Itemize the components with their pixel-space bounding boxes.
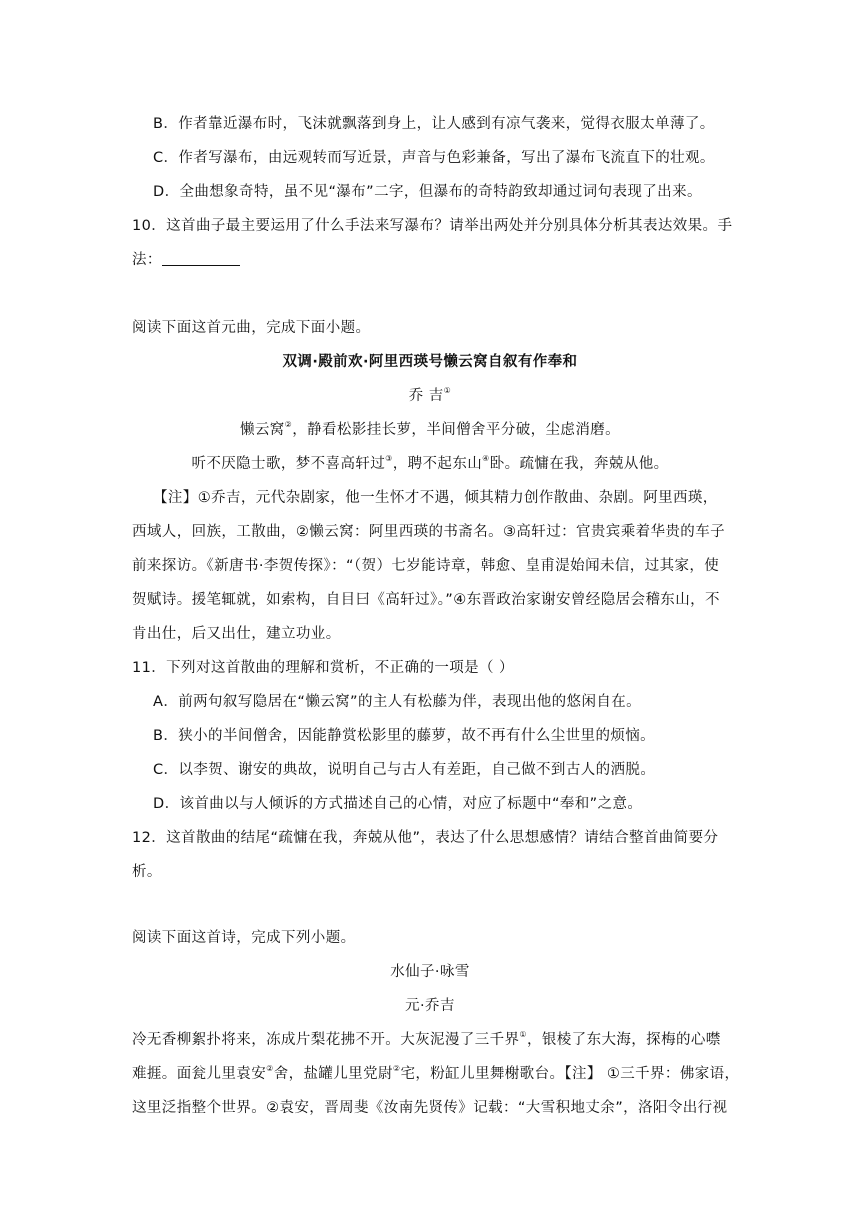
q11-option-b: B．狭小的半间僧舍，因能静赏松影里的藤萝，故不再有什么尘世里的烦恼。 (153, 728, 656, 744)
q12-stem-line1: 12．这首散曲的结尾“疏慵在我，奔兢从他”，表达了什么思想感情？请结合整首曲简要分 (132, 830, 719, 846)
verse2-part-c: 卧。疏慵在我，奔兢从他。 (489, 456, 669, 472)
section3-intro: 阅读下面这首诗，完成下列小题。 (132, 930, 356, 946)
poem3-line1-part-a: 冷无香柳絮扑将来，冻成片梨花拂不开。大灰泥漫了三千界 (132, 1032, 520, 1048)
q11-option-a: A．前两句叙写隐居在“懒云窝”的主人有松藤为伴，表现出他的悠闲自在。 (153, 694, 642, 710)
poem2-author (0, 384, 860, 405)
poem3-author: 元·乔吉 (405, 998, 455, 1014)
q9-option-d: D．全曲想象奇特，虽不见“瀑布”二字，但瀑布的奇特韵致却通过词句表现了出来。 (153, 184, 702, 200)
note-marker-2: ② (284, 420, 293, 429)
poem2-note-line: 贺赋诗。援笔辄就，如索构，自目曰《高轩过》。”④东晋政治家谢安曾经隐居会稽东山，不 (132, 592, 720, 608)
poem3-line-2 (132, 1062, 739, 1083)
section2-intro: 阅读下面这首元曲，完成下面小题。 (132, 320, 371, 336)
poem2-note-line: 肯出仕，后又出仕，建立功业。 (132, 626, 341, 642)
q10-stem-line1: 10．这首曲子最主要运用了什么手法来写瀑布？请举出两处并分别具体分析其表达效果。手 (132, 218, 733, 234)
note-marker-2: ② (266, 1064, 274, 1073)
verse1-part-a: 懒云窝 (239, 422, 285, 438)
poem3-line2-part-c: 宅，粉缸儿里舞榭歌台。【注】 ①三千界：佛家语， (400, 1066, 740, 1082)
q12-stem-line2: 析。 (132, 864, 162, 880)
q9-option-b: B．作者靠近瀑布时，飞沫就飘落到身上，让人感到有凉气袭来，觉得衣服太单薄了。 (153, 116, 715, 132)
poem3-line1-part-b: ，银棱了东大海，探梅的心噤 (526, 1032, 721, 1048)
poem3-line-1 (132, 1028, 721, 1049)
poem2-note-line: 【注】①乔吉，元代杂剧家，他一生怀才不遇，倾其精力创作散曲、杂剧。阿里西瑛， (153, 490, 718, 506)
q10-stem-line2 (132, 248, 240, 269)
note-marker-4: ④ (482, 454, 490, 463)
poem2-verse-1 (0, 418, 860, 439)
note-marker-3: ③ (385, 454, 393, 463)
poem3-line-3: 这里泛指整个世界。②袁安，晋周斐《汝南先贤传》记载：“大雪积地丈余”，洛阳令出行视 (132, 1100, 728, 1116)
q9-option-c: C．作者写瀑布，由远观转而写近景，声音与色彩兼备，写出了瀑布飞流直下的壮观。 (153, 150, 715, 166)
q11-stem: 11．下列对这首散曲的理解和赏析，不正确的一项是（ ） (132, 660, 514, 676)
q11-option-c: C．以李贺、谢安的典故，说明自己与古人有差距，自己做不到古人的洒脱。 (153, 762, 656, 778)
note-marker-2: ② (392, 1064, 401, 1073)
poem3-line2-part-b: 舍，盐罐儿里党尉 (273, 1066, 393, 1082)
q11-option-d: D．该首曲以与人倾诉的方式描述自己的心情，对应了标题中“奉和”之意。 (153, 796, 643, 812)
verse2-part-b: ，聘不起东山 (392, 456, 483, 472)
verse1-part-b: ，静看松影挂长萝，半间僧舍平分破，尘虑消磨。 (292, 422, 621, 438)
poem3-line2-part-a: 难捱。面瓮儿里袁安 (132, 1066, 267, 1082)
poem2-title: 双调·殿前欢·阿里西瑛号懒云窝自叙有作奉和 (282, 354, 578, 370)
q10-answer-blank[interactable] (162, 251, 240, 266)
verse2-part-a: 听不厌隐士歌，梦不喜高轩过 (191, 456, 386, 472)
poem2-author-name: 乔 吉 (408, 388, 444, 404)
note-marker-1: ① (443, 386, 452, 395)
q10-answer-label: 法： (132, 252, 162, 268)
note-marker-1: ① (519, 1030, 527, 1039)
poem3-title: 水仙子·咏雪 (390, 964, 470, 980)
poem2-verse-2 (0, 452, 860, 473)
poem2-note-line: 西域人，回族，工散曲，②懒云窝：阿里西瑛的书斋名。③高轩过：官贵宾乘着华贵的车子 (132, 524, 725, 540)
poem2-note-line: 前来探访。《新唐书·李贺传探》：“（贺）七岁能诗章，韩愈、皇甫湜始闻未信，过其家，使 (132, 558, 720, 574)
